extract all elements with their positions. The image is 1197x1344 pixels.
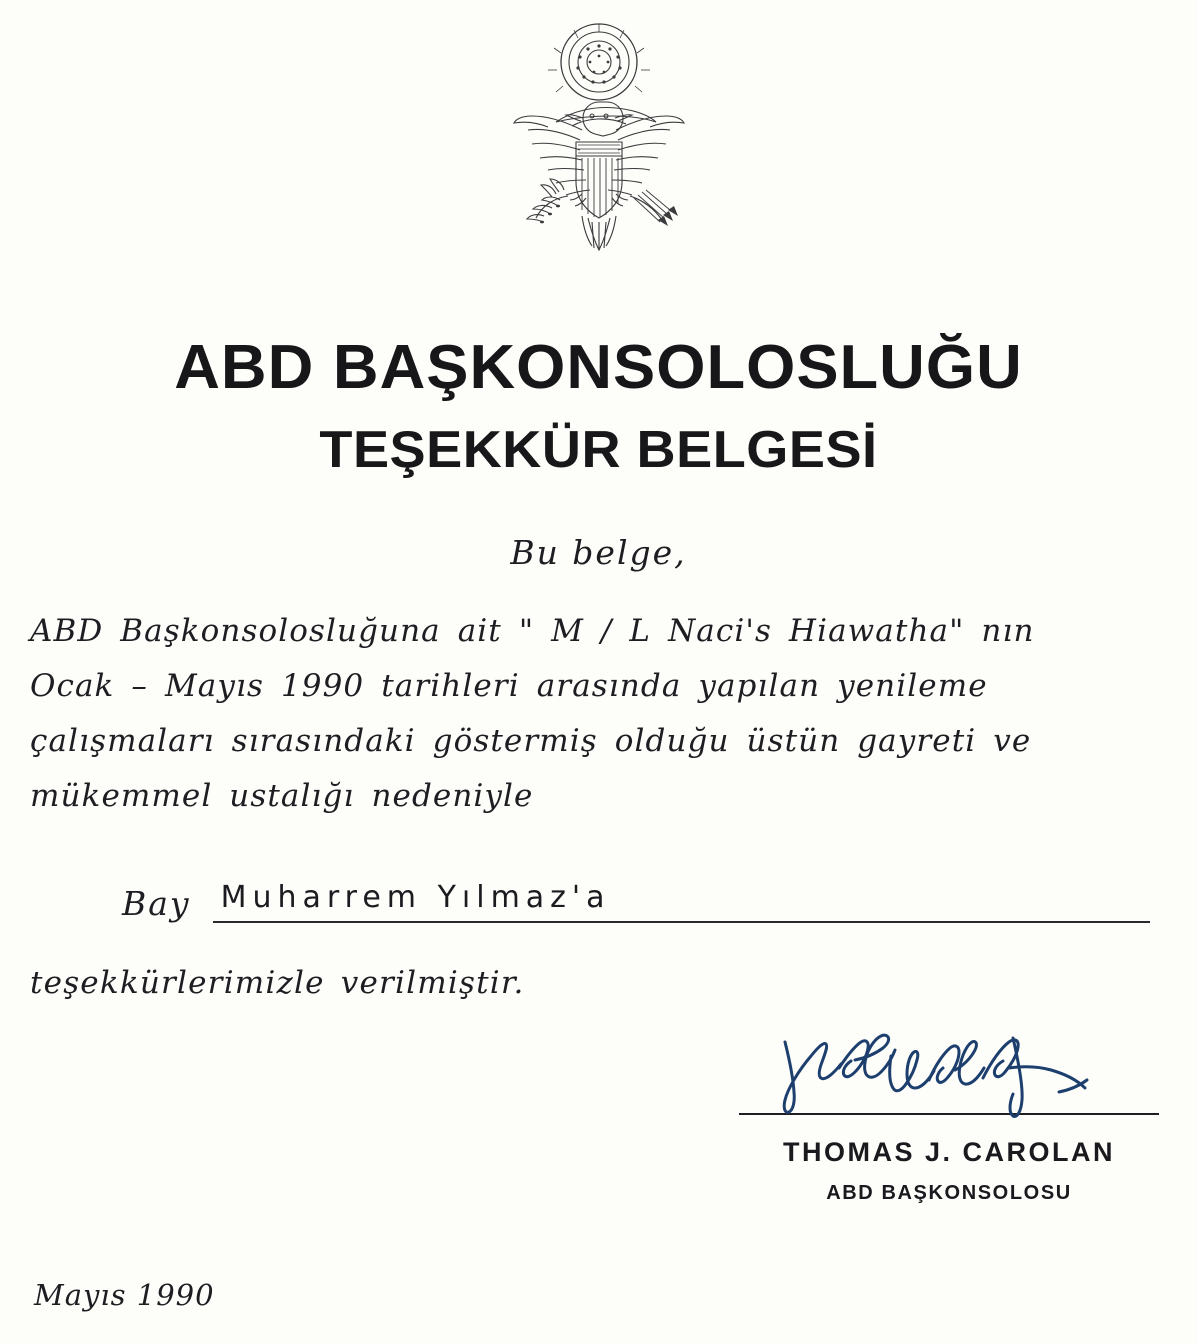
handwritten-signature-icon bbox=[769, 1020, 1099, 1125]
recipient-row bbox=[30, 880, 1150, 923]
signature-rule bbox=[739, 1113, 1159, 1115]
page-title: ABD BAŞKONSOLOSLUĞU bbox=[174, 333, 1023, 402]
closing-text: teşekkürlerimizle verilmiştir. bbox=[30, 965, 525, 1001]
us-great-seal-icon bbox=[464, 18, 734, 273]
body-line: Ocak – Mayıs 1990 tarihleri arasında yapılan yenileme bbox=[30, 668, 988, 704]
signature-block bbox=[739, 1020, 1159, 1205]
page-subtitle: TEŞEKKÜR BELGESİ bbox=[319, 421, 878, 479]
body-text bbox=[30, 604, 1170, 824]
body-line: ABD Başkonsolosluğuna ait " M / L Naci's Hiawatha" nın bbox=[30, 613, 1035, 649]
intro-text: Bu belge, bbox=[510, 533, 687, 572]
body-line: mükemmel ustalığı nedeniyle bbox=[30, 778, 534, 814]
recipient-prefix-label: Bay bbox=[122, 884, 191, 923]
issue-date: Mayıs 1990 bbox=[34, 1278, 215, 1312]
signatory-name: THOMAS J. CAROLAN bbox=[783, 1137, 1115, 1167]
recipient-name: Muharrem Yılmaz'a bbox=[220, 880, 611, 915]
body-line: çalışmaları sırasındaki göstermiş olduğu üstün gayreti ve bbox=[30, 723, 1032, 759]
signatory-role: ABD BAŞKONSOLOSU bbox=[826, 1182, 1072, 1204]
seal-container bbox=[0, 18, 1197, 273]
recipient-name-field bbox=[213, 880, 1150, 923]
